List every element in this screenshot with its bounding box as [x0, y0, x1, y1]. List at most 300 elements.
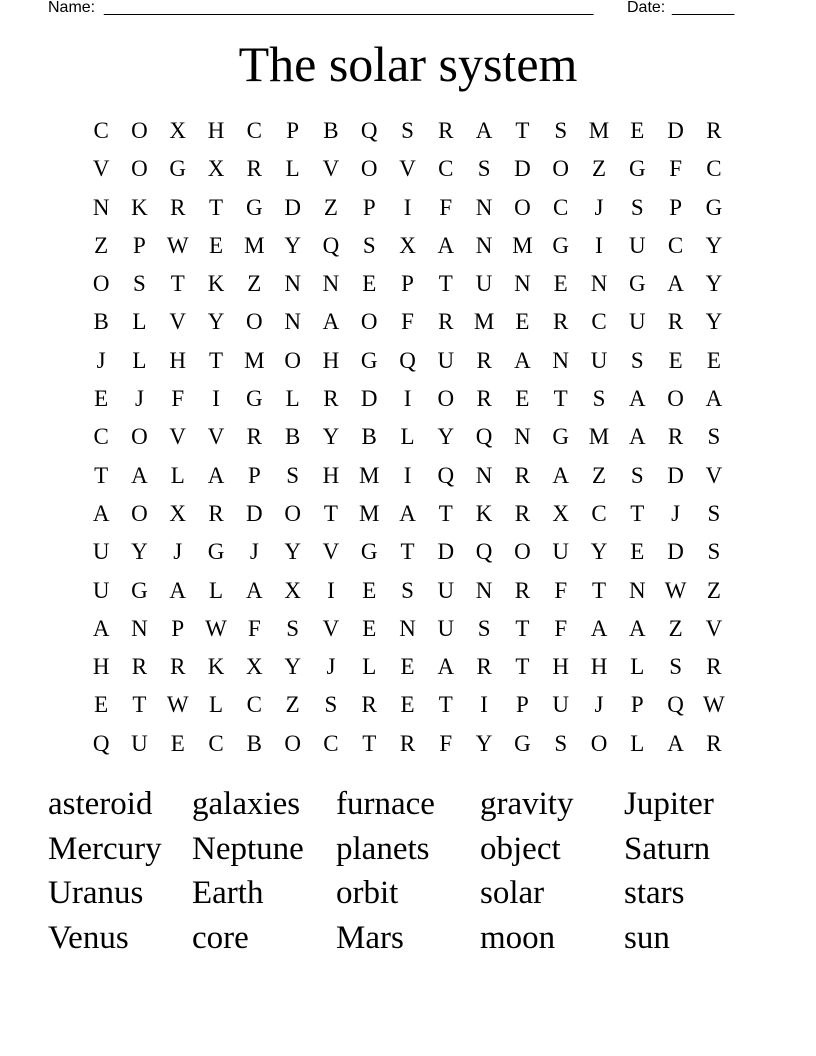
grid-row [82, 227, 733, 265]
grid-letter: O [437, 386, 455, 412]
grid-letter: I [403, 194, 412, 220]
grid-row [82, 533, 733, 571]
grid-letter: M [588, 424, 610, 450]
grid-letter: W [166, 232, 189, 258]
grid-letter: P [630, 692, 644, 718]
grid-letter: R [706, 654, 722, 680]
grid-letter: R [667, 309, 684, 335]
grid-letter: Y [705, 232, 723, 258]
grid-letter: G [628, 156, 646, 182]
grid-letter: E [706, 347, 721, 373]
grid-letter: N [514, 424, 531, 450]
grid-letter: Q [475, 424, 493, 450]
word-bank-item: moon [480, 920, 556, 957]
grid-letter: S [362, 232, 376, 258]
grid-letter: T [170, 271, 185, 297]
grid-letter: G [360, 539, 378, 565]
grid-letter: H [590, 654, 608, 680]
grid-letter: G [628, 271, 646, 297]
grid-letter: B [323, 118, 339, 143]
grid-letter: P [669, 194, 682, 220]
grid-letter: E [400, 692, 415, 718]
grid-letter: E [515, 309, 530, 335]
grid-letter: O [246, 309, 263, 335]
date-label: Date: [627, 0, 666, 16]
grid-letter: C [208, 730, 224, 756]
grid-letter: T [132, 692, 147, 718]
grid-letter: F [669, 156, 682, 182]
grid-letter: J [594, 692, 604, 718]
grid-letter: R [706, 118, 722, 143]
grid-letter: A [667, 730, 684, 756]
grid-letter: Y [284, 539, 301, 565]
grid-letter: N [322, 271, 340, 297]
grid-letter: D [437, 539, 455, 565]
word-bank-item: Uranus [48, 875, 144, 912]
grid-letter: A [92, 615, 110, 641]
grid-letter: Y [590, 539, 608, 565]
grid-letter: E [94, 692, 109, 718]
grid-letter: J [326, 654, 336, 680]
grid-letter: R [170, 654, 186, 680]
grid-letter: R [476, 347, 492, 373]
grid-letter: U [437, 347, 455, 373]
grid-letter: L [285, 386, 300, 412]
word-bank-row [48, 916, 768, 961]
grid-letter: G [246, 386, 263, 412]
grid-letter: A [628, 424, 646, 450]
grid-letter: G [552, 232, 570, 258]
grid-letter: F [247, 615, 261, 641]
grid-letter: A [705, 386, 723, 412]
grid-letter: N [514, 271, 531, 297]
grid-letter: V [322, 615, 340, 641]
grid-letter: C [246, 118, 262, 143]
grid-letter: X [284, 577, 301, 603]
grid-row [82, 342, 733, 380]
grid-letter: G [514, 730, 531, 756]
grid-letter: E [362, 615, 377, 641]
grid-letter: A [131, 462, 148, 488]
grid-letter: N [475, 577, 493, 603]
grid-letter: R [131, 654, 148, 680]
grid-letter: T [515, 654, 530, 680]
grid-letter: V [169, 309, 187, 335]
grid-letter: T [209, 347, 224, 373]
word-bank-item: orbit [336, 875, 399, 912]
grid-letter: F [171, 386, 185, 412]
grid-letter: C [553, 194, 569, 220]
grid-letter: E [362, 577, 377, 603]
grid-letter: J [96, 347, 106, 373]
grid-letter: L [132, 309, 147, 335]
grid-letter: Y [284, 654, 301, 680]
grid-letter: R [170, 194, 186, 220]
grid-letter: Z [247, 271, 262, 297]
grid-letter: Y [705, 309, 723, 335]
grid-row [82, 648, 733, 686]
grid-letter: G [246, 194, 263, 220]
grid-letter: F [439, 730, 453, 756]
grid-letter: F [401, 309, 414, 335]
grid-letter: A [628, 615, 646, 641]
grid-letter: L [132, 347, 147, 373]
grid-letter: R [438, 118, 454, 143]
grid-letter: P [401, 271, 414, 297]
word-bank-item: Earth [192, 875, 264, 912]
grid-letter: O [590, 730, 608, 756]
grid-letter: R [514, 577, 531, 603]
grid-letter: T [515, 615, 530, 641]
word-bank-item: stars [624, 875, 685, 912]
word-bank-row [48, 827, 768, 872]
grid-letter: G [552, 424, 570, 450]
grid-letter: T [323, 500, 338, 526]
grid-letter: T [94, 462, 109, 488]
grid-letter: S [630, 462, 644, 488]
grid-letter: D [284, 194, 301, 220]
grid-letter: N [284, 271, 301, 297]
grid-letter: O [514, 194, 531, 220]
grid-letter: V [705, 615, 723, 641]
grid-letter: Q [360, 118, 378, 143]
date-blank-line: _______ [672, 0, 735, 16]
grid-letter: G [131, 577, 148, 603]
grid-letter: X [399, 232, 416, 258]
grid-letter: N [284, 309, 301, 335]
grid-letter: R [706, 730, 722, 756]
grid-letter: S [286, 462, 300, 488]
grid-letter: U [92, 539, 110, 565]
grid-letter: A [322, 309, 340, 335]
grid-letter: X [169, 500, 187, 526]
grid-letter: G [360, 347, 378, 373]
grid-letter: O [667, 386, 684, 412]
word-bank-row [48, 782, 768, 827]
grid-letter: A [399, 500, 416, 526]
grid-letter: T [591, 577, 607, 603]
grid-letter: M [588, 118, 610, 143]
grid-letter: A [169, 577, 187, 603]
grid-letter: I [327, 577, 335, 603]
word-bank-item: Mercury [48, 830, 162, 867]
word-bank-item: gravity [480, 786, 574, 822]
grid-letter: O [131, 156, 148, 182]
word-bank-item: furnace [336, 786, 435, 822]
grid-letter: T [630, 500, 645, 526]
grid-letter: S [401, 118, 414, 143]
grid-letter: B [284, 424, 301, 450]
grid-letter: W [166, 692, 189, 718]
grid-letter: R [514, 500, 531, 526]
grid-letter: D [514, 156, 531, 182]
grid-letter: S [707, 500, 721, 526]
grid-letter: Z [323, 194, 338, 220]
grid-letter: L [209, 577, 224, 603]
grid-letter: A [667, 271, 684, 297]
grid-letter: P [133, 232, 146, 258]
page-title: The solar system [238, 36, 578, 92]
grid-letter: Q [399, 347, 416, 373]
grid-row [82, 150, 733, 188]
grid-letter: O [284, 347, 301, 373]
grid-letter: S [477, 615, 491, 641]
grid-letter: W [664, 577, 687, 603]
grid-letter: A [246, 577, 263, 603]
word-bank-item: Jupiter [624, 786, 714, 822]
grid-letter: P [362, 194, 376, 220]
grid-letter: Q [475, 539, 493, 565]
grid-letter: I [212, 386, 220, 412]
grid-letter: T [400, 539, 415, 565]
word-bank-row [48, 871, 768, 916]
grid-letter: O [360, 156, 378, 182]
grid-letter: S [477, 156, 491, 182]
grid-letter: S [324, 692, 338, 718]
grid-letter: S [554, 118, 568, 143]
grid-letter: V [705, 462, 723, 488]
grid-letter: Y [131, 539, 148, 565]
grid-letter: U [437, 577, 455, 603]
grid-letter: N [475, 232, 493, 258]
grid-letter: M [359, 500, 380, 526]
grid-letter: U [628, 309, 646, 335]
grid-letter: A [92, 500, 110, 526]
grid-letter: S [401, 577, 414, 603]
grid-letter: I [403, 386, 412, 412]
grid-row [82, 610, 733, 648]
grid-letter: U [590, 347, 608, 373]
grid-letter: X [552, 500, 570, 526]
grid-letter: A [437, 654, 455, 680]
grid-row [82, 725, 733, 763]
grid-letter: W [703, 692, 725, 718]
grid-letter: N [552, 347, 570, 373]
grid-letter: D [667, 539, 684, 565]
grid-letter: D [360, 386, 378, 412]
grid-letter: Z [285, 692, 300, 718]
grid-letter: C [667, 232, 684, 258]
grid-letter: H [92, 654, 110, 680]
grid-letter: T [438, 271, 453, 297]
grid-letter: R [667, 424, 684, 450]
grid-letter: N [92, 194, 110, 220]
grid-letter: W [205, 615, 227, 641]
grid-letter: C [438, 156, 454, 182]
grid-letter: D [667, 462, 684, 488]
grid-letter: Y [322, 424, 340, 450]
grid-letter: U [437, 615, 455, 641]
grid-row [82, 418, 733, 456]
grid-letter: N [131, 615, 148, 641]
grid-letter: E [400, 654, 415, 680]
grid-letter: M [473, 309, 495, 335]
grid-letter: M [244, 232, 265, 258]
grid-letter: V [92, 156, 110, 182]
grid-letter: T [209, 194, 224, 220]
grid-letter: C [706, 156, 722, 182]
grid-letter: T [438, 692, 453, 718]
grid-letter: X [246, 654, 263, 680]
grid-letter: A [552, 462, 570, 488]
name-blank-line: _______________________________________________________ [104, 0, 594, 16]
grid-letter: G [169, 156, 187, 182]
word-bank-item: Saturn [624, 830, 711, 867]
grid-letter: X [169, 118, 187, 143]
grid-letter: L [170, 462, 185, 488]
grid-letter: Q [322, 232, 340, 258]
grid-letter: N [475, 194, 493, 220]
word-bank-item: Venus [48, 920, 129, 957]
grid-letter: F [554, 577, 568, 603]
grid-letter: O [92, 271, 110, 297]
grid-letter: Y [207, 309, 225, 335]
grid-letter: H [207, 118, 225, 143]
grid-letter: N [399, 615, 416, 641]
grid-letter: L [285, 156, 300, 182]
grid-letter: U [92, 577, 110, 603]
grid-row [82, 112, 733, 150]
grid-letter: C [591, 309, 607, 335]
grid-letter: L [400, 424, 415, 450]
grid-letter: O [131, 424, 148, 450]
grid-letter: U [552, 692, 570, 718]
grid-letter: E [94, 386, 109, 412]
name-label: Name: [48, 0, 96, 16]
grid-letter: J [134, 386, 144, 412]
grid-letter: K [207, 654, 225, 680]
grid-row [82, 686, 733, 724]
grid-letter: A [437, 232, 455, 258]
grid-letter: U [475, 271, 493, 297]
word-bank-item: Neptune [192, 830, 304, 867]
grid-letter: J [594, 194, 604, 220]
grid-letter: R [438, 309, 454, 335]
grid-letter: R [246, 156, 262, 182]
word-bank-item: Mars [336, 920, 404, 957]
grid-letter: C [93, 424, 109, 450]
grid-letter: S [630, 347, 644, 373]
grid-letter: Z [706, 577, 721, 603]
grid-letter: O [552, 156, 570, 182]
grid-letter: H [169, 347, 187, 373]
grid-row [82, 303, 733, 341]
grid-letter: S [707, 424, 721, 450]
grid-letter: M [359, 462, 380, 488]
grid-row [82, 265, 733, 303]
grid-letter: O [131, 500, 148, 526]
grid-letter: P [516, 692, 529, 718]
grid-row [82, 380, 733, 418]
grid-letter: V [207, 424, 225, 450]
word-bank-item: planets [336, 830, 430, 867]
grid-letter: J [249, 539, 259, 565]
grid-letter: E [553, 271, 568, 297]
grid-letter: Z [591, 156, 607, 182]
grid-letter: I [403, 462, 412, 488]
grid-letter: O [284, 730, 301, 756]
grid-letter: D [667, 118, 684, 143]
grid-letter: Y [475, 730, 493, 756]
grid-letter: P [171, 615, 185, 641]
grid-letter: R [323, 386, 339, 412]
grid-letter: O [131, 118, 148, 143]
grid-letter: B [246, 730, 262, 756]
grid-letter: J [671, 500, 681, 526]
word-bank [48, 782, 768, 961]
word-bank-item: object [480, 830, 561, 867]
grid-letter: A [475, 118, 493, 143]
grid-letter: T [553, 386, 568, 412]
grid-letter: E [209, 232, 224, 258]
grid-letter: R [399, 730, 416, 756]
grid-letter: A [590, 615, 608, 641]
grid-letter: L [630, 654, 645, 680]
grid-letter: T [438, 500, 453, 526]
grid-letter: R [476, 386, 492, 412]
grid-letter: E [630, 539, 645, 565]
grid-letter: X [207, 156, 225, 182]
grid-letter: P [286, 118, 300, 143]
grid-row [82, 457, 733, 495]
grid-letter: L [209, 692, 224, 718]
grid-letter: Q [437, 462, 455, 488]
grid-letter: Z [94, 232, 109, 258]
grid-letter: U [552, 539, 570, 565]
grid-letter: S [554, 730, 568, 756]
grid-letter: R [246, 424, 262, 450]
grid-letter: D [246, 500, 263, 526]
grid-letter: H [322, 347, 340, 373]
word-bank-item: solar [480, 875, 545, 912]
grid-letter: E [170, 730, 185, 756]
grid-letter: T [362, 730, 377, 756]
grid-letter: M [512, 232, 533, 258]
grid-letter: A [514, 347, 531, 373]
grid-letter: T [515, 118, 530, 143]
grid-row [82, 495, 733, 533]
grid-letter: I [480, 692, 488, 718]
grid-letter: N [590, 271, 608, 297]
grid-letter: R [514, 462, 531, 488]
word-bank-item: galaxies [192, 786, 301, 822]
grid-letter: C [591, 500, 607, 526]
grid-letter: R [553, 309, 569, 335]
grid-letter: R [208, 500, 224, 526]
grid-row [82, 572, 733, 610]
grid-letter: R [361, 692, 377, 718]
grid-letter: M [244, 347, 265, 373]
grid-letter: B [361, 424, 377, 450]
grid-letter: V [169, 424, 187, 450]
grid-letter: Q [667, 692, 684, 718]
grid-letter: I [595, 232, 603, 258]
grid-letter: V [399, 156, 416, 182]
grid-letter: E [630, 118, 645, 143]
grid-letter: N [475, 462, 493, 488]
grid-letter: G [705, 194, 723, 220]
word-bank-item: core [192, 920, 249, 957]
grid-letter: S [669, 654, 682, 680]
word-bank-item: sun [624, 920, 670, 957]
grid-letter: E [515, 386, 530, 412]
grid-letter: H [552, 654, 570, 680]
grid-letter: Z [668, 615, 683, 641]
grid-letter: J [173, 539, 183, 565]
grid-letter: S [133, 271, 146, 297]
grid-row [82, 189, 733, 227]
grid-letter: O [284, 500, 301, 526]
